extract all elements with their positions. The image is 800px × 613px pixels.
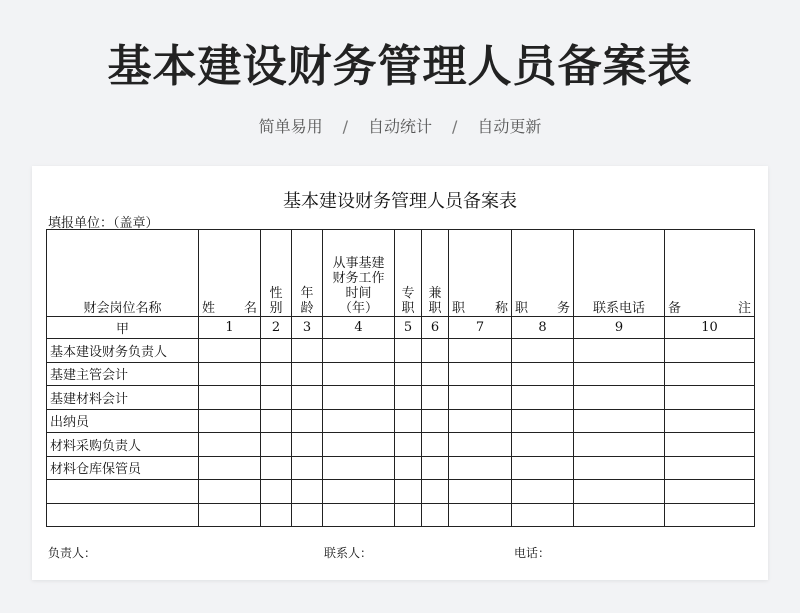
table-cell[interactable] xyxy=(574,503,665,527)
table-cell[interactable] xyxy=(665,433,755,457)
index-row xyxy=(47,317,755,339)
table-cell[interactable] xyxy=(574,339,665,363)
table-cell[interactable] xyxy=(574,433,665,457)
table-cell[interactable] xyxy=(422,409,449,433)
table-cell[interactable] xyxy=(574,386,665,410)
row-position-label: 基建主管会计 xyxy=(47,362,199,386)
table-cell[interactable] xyxy=(422,480,449,504)
table-cell[interactable] xyxy=(512,433,574,457)
table-cell[interactable] xyxy=(261,339,292,363)
table-cell[interactable] xyxy=(292,480,323,504)
table-cell[interactable] xyxy=(395,433,422,457)
document-title: 基本建设财务管理人员备案表 xyxy=(283,191,517,212)
index-cell: 2 xyxy=(261,317,292,339)
table-cell[interactable] xyxy=(449,339,512,363)
feature-tags xyxy=(0,114,800,137)
table-row xyxy=(47,386,755,410)
header-gender: 性 别 xyxy=(261,230,292,317)
table-cell[interactable] xyxy=(665,409,755,433)
table-cell[interactable] xyxy=(512,480,574,504)
header-parttime: 兼 职 xyxy=(422,230,449,317)
row-position-label: 材料仓库保管员 xyxy=(47,456,199,480)
table-cell[interactable] xyxy=(199,503,261,527)
table-cell[interactable] xyxy=(261,480,292,504)
table-cell[interactable] xyxy=(199,386,261,410)
document-sheet xyxy=(32,166,768,580)
index-cell: 4 xyxy=(323,317,395,339)
table-cell[interactable] xyxy=(323,339,395,363)
table-cell[interactable] xyxy=(261,433,292,457)
personnel-table xyxy=(46,229,755,527)
table-cell[interactable] xyxy=(395,409,422,433)
row-position-label: 基本建设财务负责人 xyxy=(47,339,199,363)
tag-easy: 简单易用 xyxy=(258,117,323,136)
table-cell[interactable] xyxy=(422,503,449,527)
table-cell[interactable] xyxy=(665,386,755,410)
table-cell[interactable] xyxy=(261,456,292,480)
table-cell[interactable] xyxy=(512,362,574,386)
footer-person-in-charge: 负责人： xyxy=(48,546,97,560)
tag-auto-update: 自动更新 xyxy=(477,117,542,136)
table-cell[interactable] xyxy=(665,339,755,363)
header-age: 年 龄 xyxy=(292,230,323,317)
header-note: 备 注 xyxy=(665,230,755,317)
table-cell[interactable] xyxy=(422,386,449,410)
table-cell[interactable] xyxy=(395,386,422,410)
footer-contact: 联系人： xyxy=(324,546,373,560)
table-cell[interactable] xyxy=(449,480,512,504)
table-cell[interactable] xyxy=(449,456,512,480)
index-cell: 甲 xyxy=(47,317,199,339)
table-row xyxy=(47,339,755,363)
table-cell[interactable] xyxy=(512,456,574,480)
table-cell[interactable] xyxy=(199,362,261,386)
table-cell[interactable] xyxy=(574,362,665,386)
index-cell: 6 xyxy=(422,317,449,339)
table-row xyxy=(47,433,755,457)
footer-phone: 电话： xyxy=(514,546,551,560)
table-cell[interactable] xyxy=(323,480,395,504)
table-cell[interactable] xyxy=(665,503,755,527)
table-cell[interactable] xyxy=(292,503,323,527)
header-years: 从事基建 财务工作 时间 （年） xyxy=(323,230,395,317)
table-cell[interactable] xyxy=(199,456,261,480)
table-cell[interactable] xyxy=(574,456,665,480)
index-cell: 8 xyxy=(512,317,574,339)
index-cell: 1 xyxy=(199,317,261,339)
table-cell[interactable] xyxy=(199,480,261,504)
table-cell[interactable] xyxy=(512,503,574,527)
table-cell[interactable] xyxy=(449,409,512,433)
header-name: 姓 名 xyxy=(199,230,261,317)
table-cell[interactable] xyxy=(323,456,395,480)
table-cell[interactable] xyxy=(261,409,292,433)
table-cell[interactable] xyxy=(574,409,665,433)
table-cell[interactable] xyxy=(665,456,755,480)
table-cell[interactable] xyxy=(199,409,261,433)
table-row xyxy=(47,480,755,504)
tag-separator: / xyxy=(342,117,348,136)
table-cell[interactable] xyxy=(449,503,512,527)
table-row xyxy=(47,409,755,433)
tag-separator: / xyxy=(452,117,458,136)
table-cell[interactable] xyxy=(199,433,261,457)
row-position-label xyxy=(47,503,199,527)
header-row xyxy=(47,230,755,317)
table-cell[interactable] xyxy=(449,433,512,457)
table-row xyxy=(47,503,755,527)
table-cell[interactable] xyxy=(422,362,449,386)
table-cell[interactable] xyxy=(395,339,422,363)
index-cell: 3 xyxy=(292,317,323,339)
table-row xyxy=(47,362,755,386)
table-cell[interactable] xyxy=(292,362,323,386)
table-cell[interactable] xyxy=(323,362,395,386)
tag-auto-stats: 自动统计 xyxy=(367,117,432,136)
table-cell[interactable] xyxy=(261,386,292,410)
table-cell[interactable] xyxy=(665,362,755,386)
table-cell[interactable] xyxy=(292,386,323,410)
table-cell[interactable] xyxy=(323,503,395,527)
table-cell[interactable] xyxy=(292,409,323,433)
table-cell[interactable] xyxy=(449,386,512,410)
table-cell[interactable] xyxy=(261,362,292,386)
row-position-label xyxy=(47,480,199,504)
table-cell[interactable] xyxy=(395,362,422,386)
table-cell[interactable] xyxy=(665,480,755,504)
table-cell[interactable] xyxy=(261,503,292,527)
table-cell[interactable] xyxy=(512,386,574,410)
row-position-label: 基建材料会计 xyxy=(47,386,199,410)
table-cell[interactable] xyxy=(323,386,395,410)
index-cell: 7 xyxy=(449,317,512,339)
index-cell: 10 xyxy=(665,317,755,339)
table-cell[interactable] xyxy=(199,339,261,363)
table-cell[interactable] xyxy=(422,339,449,363)
row-position-label: 出纳员 xyxy=(47,409,199,433)
header-post: 职 务 xyxy=(512,230,574,317)
table-cell[interactable] xyxy=(395,480,422,504)
row-position-label: 材料采购负责人 xyxy=(47,433,199,457)
table-cell[interactable] xyxy=(449,362,512,386)
table-cell[interactable] xyxy=(422,456,449,480)
banner-title: 基本建设财务管理人员备案表 xyxy=(107,41,693,92)
table-cell[interactable] xyxy=(292,456,323,480)
table-cell[interactable] xyxy=(292,433,323,457)
index-cell: 9 xyxy=(574,317,665,339)
table-cell[interactable] xyxy=(395,503,422,527)
reporting-unit-label: 填报单位：（盖章） xyxy=(48,216,159,231)
table-cell[interactable] xyxy=(395,456,422,480)
table-cell[interactable] xyxy=(323,433,395,457)
table-cell[interactable] xyxy=(512,409,574,433)
header-title: 职 称 xyxy=(449,230,512,317)
table-cell[interactable] xyxy=(574,480,665,504)
table-cell[interactable] xyxy=(323,409,395,433)
header-position-name: 财会岗位名称 xyxy=(47,230,199,317)
table-row xyxy=(47,456,755,480)
table-cell[interactable] xyxy=(422,433,449,457)
header-phone: 联系电话 xyxy=(574,230,665,317)
header-fulltime: 专 职 xyxy=(395,230,422,317)
index-cell: 5 xyxy=(395,317,422,339)
table-cell[interactable] xyxy=(292,339,323,363)
table-cell[interactable] xyxy=(512,339,574,363)
